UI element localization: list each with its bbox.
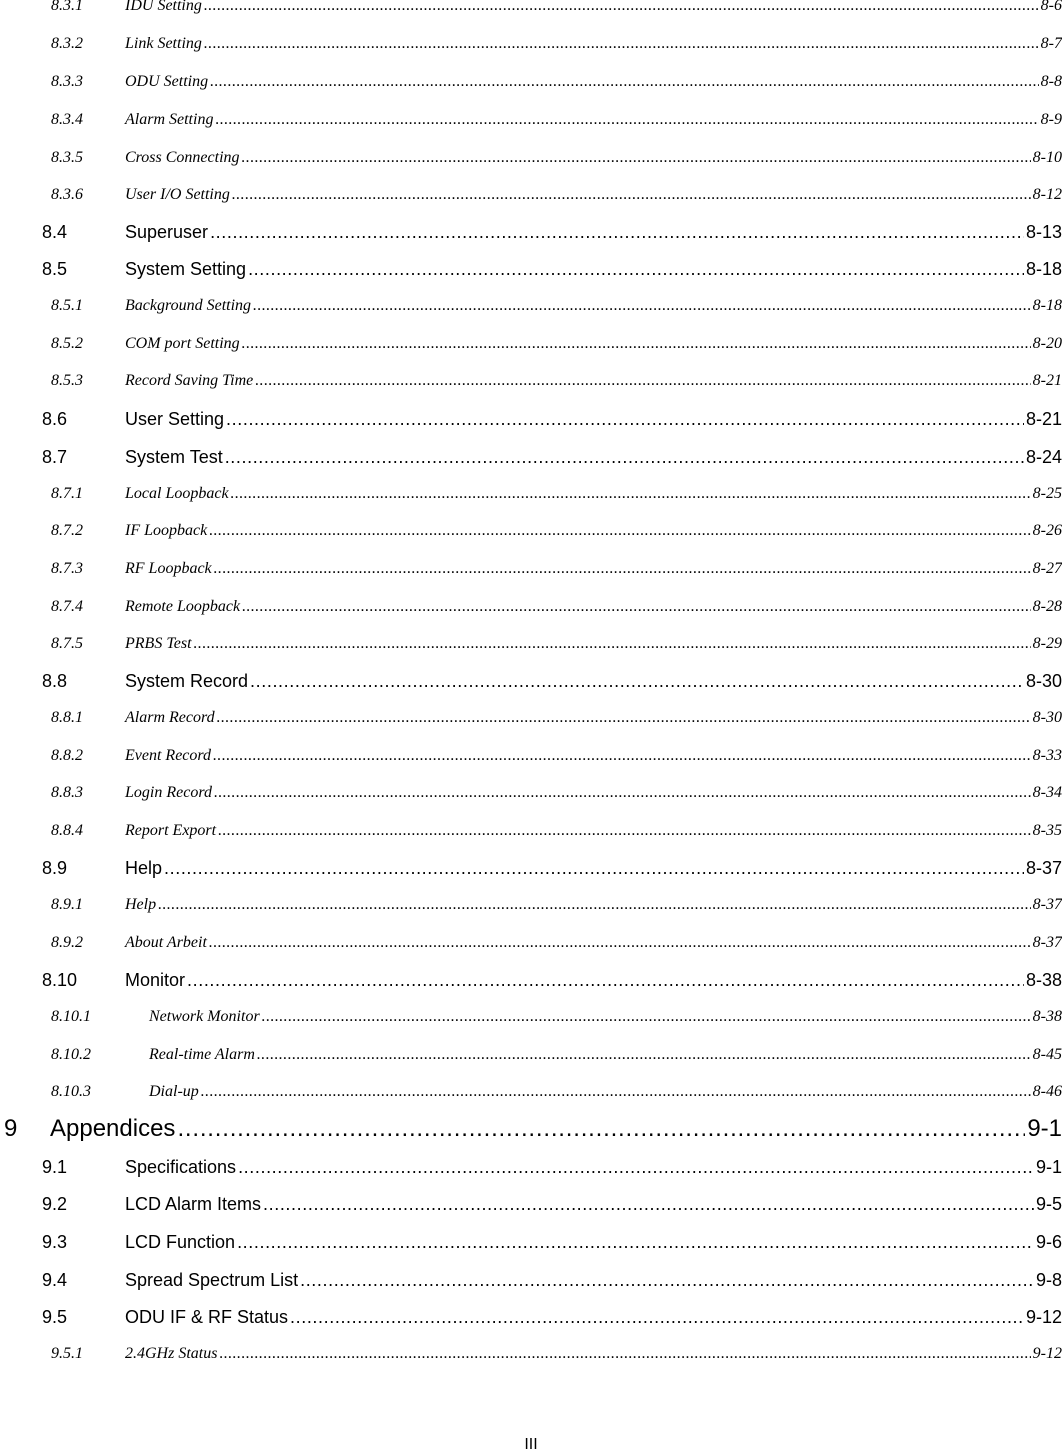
toc-entry-page: 9-12 [1032,1345,1062,1362]
toc-entry-number: 8.7.2 [51,522,83,539]
toc-entry-page: 9-6 [1035,1232,1062,1252]
toc-entry-8-8-4[interactable] [0,822,1062,860]
toc-entry-number: 8.5 [42,259,68,279]
toc-entry-8-10-1[interactable] [0,1008,1062,1046]
toc-entry-page: 8-34 [1032,784,1062,801]
toc-entry-number: 8.10.3 [51,1083,91,1100]
toc-entry-title: Spread Spectrum List [125,1270,299,1290]
dot-leader [262,1008,1031,1026]
toc-entry-number: 8.7.1 [51,485,83,502]
toc-entry-number: 8.9.1 [51,896,83,913]
toc-entry-title: COM port Setting [125,335,240,352]
dot-leader [242,149,1031,167]
dot-leader [253,297,1031,315]
dot-leader [209,522,1030,540]
toc-entry-number: 8.3.2 [51,35,83,52]
dot-leader [210,222,1024,243]
toc-entry-8-10[interactable] [0,970,1062,1008]
toc-entry-8-7-4[interactable] [0,598,1062,636]
toc-entry-9-4[interactable] [0,1270,1062,1308]
toc-entry-title: ODU Setting [125,73,209,90]
dot-leader [204,35,1039,53]
dot-leader [204,0,1039,15]
toc-entry-page: 8-20 [1032,335,1062,352]
toc-entry-title: System Setting [125,259,247,279]
dot-leader [214,560,1031,578]
toc-entry-page: 8-10 [1032,149,1062,166]
toc-entry-page: 8-27 [1032,560,1062,577]
toc-entry-title: PRBS Test [125,635,192,652]
toc-entry-page: 8-29 [1032,635,1062,652]
toc-entry-number: 9.4 [42,1270,68,1290]
toc-entry-title: Event Record [125,747,212,764]
toc-entry-number: 8.7.5 [51,635,83,652]
toc-entry-title: Superuser [125,222,209,242]
toc-entry-title: Help [125,858,163,878]
toc-entry-number: 9.2 [42,1194,68,1214]
toc-entry-number: 9.3 [42,1232,68,1252]
toc-entry-page: 8-33 [1032,747,1062,764]
toc-entry-8-3-6[interactable] [0,186,1062,224]
toc-entry-page: 8-45 [1032,1046,1062,1063]
toc-entry-8-3-4[interactable] [0,111,1062,149]
dot-leader [290,1307,1024,1328]
toc-entry-page: 8-18 [1032,297,1062,314]
toc-entry-number: 9.5 [42,1307,68,1327]
toc-entry-page: 8-37 [1032,896,1062,913]
toc-entry-8-3-2[interactable] [0,35,1062,73]
toc-entry-number: 8.4 [42,222,68,242]
toc-entry-page: 8-24 [1025,447,1062,467]
toc-entry-8-8-3[interactable] [0,784,1062,822]
toc-entry-page: 8-8 [1040,73,1062,90]
toc-entry-number: 8.7.4 [51,598,83,615]
toc-entry-page: 8-30 [1032,709,1062,726]
toc-entry-8-5-2[interactable] [0,335,1062,373]
toc-entry-number: 9.1 [42,1157,68,1177]
toc-entry-number: 8.3.4 [51,111,83,128]
dot-leader [201,1083,1031,1101]
dot-leader [248,259,1024,280]
toc-entry-number: 8.8.1 [51,709,83,726]
toc-entry-number: 8.8.4 [51,822,83,839]
toc-entry-page: 8-35 [1032,822,1062,839]
toc-entry-page: 8-25 [1032,485,1062,502]
toc-entry-number: 8.7 [42,447,68,467]
toc-entry-number: 8.3.6 [51,186,83,203]
toc-entry-page: 8-38 [1032,1008,1062,1025]
toc-entry-page: 8-6 [1040,0,1062,14]
toc-entry-8-3-1[interactable] [0,0,1062,35]
toc-entry-8-9-2[interactable] [0,934,1062,972]
toc-entry-8-8[interactable] [0,671,1062,709]
toc-entry-title: Report Export [125,822,217,839]
dot-leader [194,635,1031,653]
toc-entry-title: Record Saving Time [125,372,254,389]
page-number: III [524,1436,538,1453]
toc-entry-title: Network Monitor [149,1008,260,1025]
dot-leader [219,1345,1030,1363]
dot-leader [263,1194,1034,1215]
toc-entry-title: 2.4GHz Status [125,1345,218,1362]
toc-entry-number: 8.8.3 [51,784,83,801]
toc-entry-title: System Record [125,671,249,691]
dot-leader [177,1115,1025,1143]
dot-leader [257,1046,1031,1064]
dot-leader [210,73,1039,91]
toc-entry-8-3-5[interactable] [0,149,1062,187]
toc-entry-title: Login Record [125,784,212,801]
toc-entry-page: 8-37 [1032,934,1062,951]
toc-entry-title: LCD Function [125,1232,236,1252]
toc-entry-title: LCD Alarm Items [125,1194,262,1214]
toc-entry-title: Link Setting [125,35,202,52]
toc-entry-title: Remote Loopback [125,598,241,615]
toc-entry-8-9-1[interactable] [0,896,1062,934]
toc-entry-page: 8-37 [1025,858,1062,878]
toc-entry-title: RF Loopback [125,560,212,577]
toc-entry-title: Help [125,896,157,913]
toc-entry-title: Local Loopback [125,485,229,502]
toc-entry-title: User I/O Setting [125,186,230,203]
toc-entry-page: 8-21 [1025,409,1062,429]
toc-entry-number: 8.3.3 [51,73,83,90]
toc-entry-8-4[interactable] [0,222,1062,260]
toc-entry-title: Real-time Alarm [149,1046,255,1063]
toc-entry-title: Alarm Setting [125,111,214,128]
toc-entry-title: Cross Connecting [125,149,240,166]
dot-leader [215,111,1038,129]
dot-leader [164,858,1024,879]
toc-entry-page: 8-7 [1040,35,1062,52]
toc-entry-8-8-1[interactable] [0,709,1062,747]
toc-entry-8-5-1[interactable] [0,297,1062,335]
dot-leader [242,598,1031,616]
toc-entry-number: 8.7.3 [51,560,83,577]
toc-entry-8-5-3[interactable] [0,372,1062,410]
toc-entry-8-7-2[interactable] [0,522,1062,560]
toc-entry-number: 8.8.2 [51,747,83,764]
toc-entry-title: Alarm Record [125,709,215,726]
toc-entry-title: Dial-up [149,1083,199,1100]
toc-entry-8-7-1[interactable] [0,485,1062,523]
dot-leader [300,1270,1034,1291]
dot-leader [238,1157,1034,1178]
toc-entry-8-7-3[interactable] [0,560,1062,598]
toc-entry-8-7-5[interactable] [0,635,1062,673]
toc-entry-page: 8-9 [1040,111,1062,128]
dot-leader [225,447,1024,468]
toc-entry-9-3[interactable] [0,1232,1062,1270]
toc-entry-title: System Test [125,447,223,467]
toc-entry-title: User Setting [125,409,225,429]
toc-entry-page: 9-12 [1025,1307,1062,1327]
toc-entry-number: 8.3.5 [51,149,83,166]
toc-entry-title: Monitor [125,970,186,990]
toc-entry-number: 8.9.2 [51,934,83,951]
toc-entry-9-5-1[interactable] [0,1345,1062,1383]
dot-leader [214,784,1031,802]
toc-entry-title: Appendices [50,1115,176,1142]
toc-entry-page: 8-46 [1032,1083,1062,1100]
dot-leader [242,335,1031,353]
toc-entry-page: 8-21 [1032,372,1062,389]
toc-entry-page: 8-28 [1032,598,1062,615]
toc-entry-number: 8.8 [42,671,68,691]
toc-entry-8-5[interactable] [0,259,1062,297]
dot-leader [226,409,1024,430]
toc-entry-number: 8.9 [42,858,68,878]
dot-leader [158,896,1031,914]
toc-entry-8-3-3[interactable] [0,73,1062,111]
toc-entry-8-7[interactable] [0,447,1062,485]
toc-entry-9-5[interactable] [0,1307,1062,1345]
dot-leader [231,485,1031,503]
dot-leader [218,822,1031,840]
toc-entry-8-6[interactable] [0,409,1062,447]
toc-entry-title: Background Setting [125,297,252,314]
toc-entry-8-9[interactable] [0,858,1062,896]
toc-entry-page: 8-12 [1032,186,1062,203]
dot-leader [255,372,1030,390]
toc-entry-number: 8.10.2 [51,1046,91,1063]
toc-entry-page: 8-18 [1025,259,1062,279]
toc-entry-number: 8.10 [42,970,78,990]
toc-entry-title: IDU Setting [125,0,202,14]
toc-entry-title: Specifications [125,1157,237,1177]
toc-entry-title: About Arbeit [125,934,207,951]
toc-entry-number: 8.6 [42,409,68,429]
dot-leader [213,747,1031,765]
toc-entry-number: 8.5.2 [51,335,83,352]
toc-entry-page: 9-1 [1035,1157,1062,1177]
toc-entry-page: 8-38 [1025,970,1062,990]
dot-leader [237,1232,1034,1253]
dot-leader [232,186,1031,204]
toc-entry-8-8-2[interactable] [0,747,1062,785]
toc-entry-9[interactable] [0,1115,1062,1155]
dot-leader [209,934,1031,952]
toc-entry-page: 8-13 [1025,222,1062,242]
toc-entry-title: ODU IF & RF Status [125,1307,289,1327]
toc-entry-number: 8.3.1 [51,0,83,14]
toc-entry-page: 9-1 [1027,1115,1062,1142]
toc-entry-page: 8-30 [1025,671,1062,691]
toc-entry-page: 8-26 [1032,522,1062,539]
toc-entry-number: 8.5.3 [51,372,83,389]
toc-entry-page: 9-5 [1035,1194,1062,1214]
toc-entry-number: 9.5.1 [51,1345,83,1362]
toc-entry-8-10-2[interactable] [0,1046,1062,1084]
toc-entry-number: 9 [4,1115,18,1142]
toc-entry-9-1[interactable] [0,1157,1062,1195]
toc-entry-number: 8.5.1 [51,297,83,314]
toc-entry-title: IF Loopback [125,522,208,539]
toc-entry-number: 8.10.1 [51,1008,91,1025]
toc-entry-page: 9-8 [1035,1270,1062,1290]
toc-entry-9-2[interactable] [0,1194,1062,1232]
dot-leader [250,671,1024,692]
dot-leader [187,970,1024,991]
dot-leader [217,709,1031,727]
